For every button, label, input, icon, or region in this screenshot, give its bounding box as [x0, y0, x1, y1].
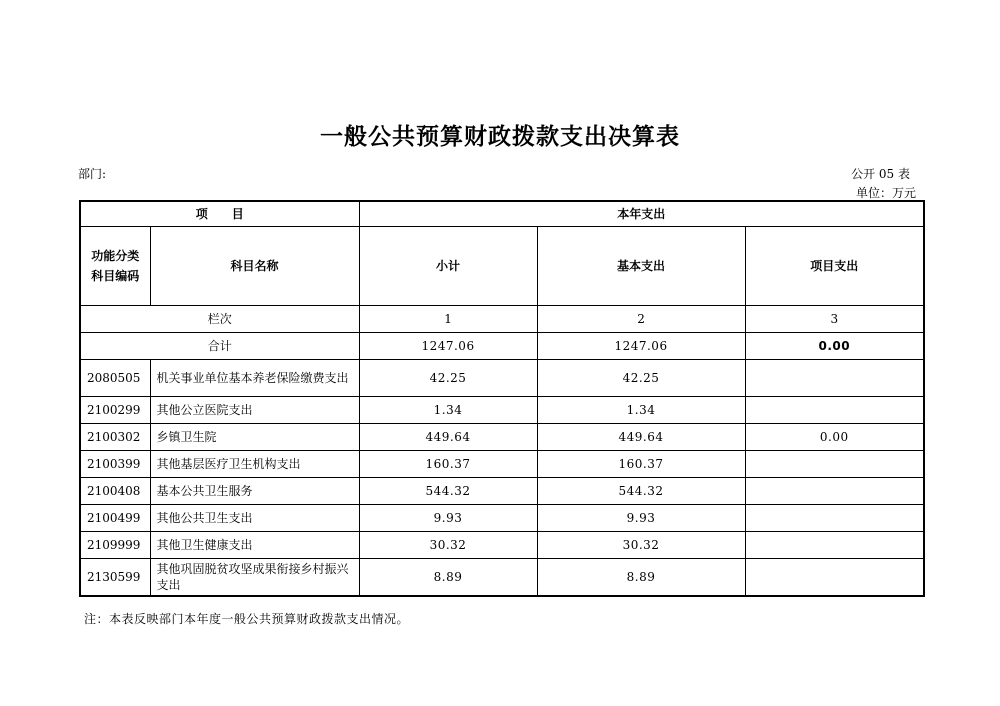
row-code: 2130599 [80, 559, 150, 597]
subtotal-header: 小计 [359, 227, 537, 306]
total-subtotal: 1247.06 [359, 333, 537, 360]
table-row [80, 532, 924, 559]
form-number: 公开 05 表 [851, 167, 910, 181]
table-row [80, 360, 924, 397]
row-code: 2080505 [80, 360, 150, 397]
row-name: 其他基层医疗卫生机构支出 [150, 451, 359, 478]
row-code: 2100399 [80, 451, 150, 478]
row-basic: 160.37 [537, 451, 745, 478]
header-row-top [80, 201, 924, 227]
row-subtotal: 9.93 [359, 505, 537, 532]
row-project [745, 360, 924, 397]
total-project: 0.00 [745, 333, 924, 360]
column-index-label: 栏次 [80, 306, 359, 333]
row-project [745, 397, 924, 424]
row-subtotal: 544.32 [359, 478, 537, 505]
row-basic: 42.25 [537, 360, 745, 397]
row-code: 2100499 [80, 505, 150, 532]
table-row [80, 478, 924, 505]
department-label: 部门: [78, 167, 107, 181]
project-expenditure-header: 项目支出 [745, 227, 924, 306]
row-subtotal: 42.25 [359, 360, 537, 397]
column-index-3: 3 [745, 306, 924, 333]
row-project [745, 532, 924, 559]
current-year-expenditure-header: 本年支出 [359, 201, 924, 227]
table-row [80, 451, 924, 478]
row-name: 其他公共卫生支出 [150, 505, 359, 532]
row-code: 2100302 [80, 424, 150, 451]
table-row [80, 559, 924, 597]
page-title: 一般公共预算财政拨款支出决算表 [320, 124, 680, 150]
row-subtotal: 160.37 [359, 451, 537, 478]
row-basic: 1.34 [537, 397, 745, 424]
table-row [80, 505, 924, 532]
row-subtotal: 449.64 [359, 424, 537, 451]
row-basic: 449.64 [537, 424, 745, 451]
table-note: 注：本表反映部门本年度一般公共预算财政拨款支出情况。 [84, 612, 410, 626]
column-index-2: 2 [537, 306, 745, 333]
row-basic: 544.32 [537, 478, 745, 505]
table-row [80, 424, 924, 451]
row-basic: 30.32 [537, 532, 745, 559]
row-name: 基本公共卫生服务 [150, 478, 359, 505]
row-name: 其他卫生健康支出 [150, 532, 359, 559]
row-code: 2100299 [80, 397, 150, 424]
column-index-row [80, 306, 924, 333]
subject-name-header: 科目名称 [150, 227, 359, 306]
item-header: 项 目 [80, 201, 359, 227]
row-subtotal: 8.89 [359, 559, 537, 597]
row-project [745, 559, 924, 597]
unit-label: 单位：万元 [855, 186, 916, 200]
row-code: 2109999 [80, 532, 150, 559]
row-project [745, 478, 924, 505]
row-project: 0.00 [745, 424, 924, 451]
table-row [80, 397, 924, 424]
row-name: 其他巩固脱贫攻坚成果衔接乡村振兴支出 [150, 559, 359, 597]
row-code: 2100408 [80, 478, 150, 505]
row-basic: 9.93 [537, 505, 745, 532]
row-project [745, 451, 924, 478]
row-basic: 8.89 [537, 559, 745, 597]
basic-expenditure-header: 基本支出 [537, 227, 745, 306]
row-name: 乡镇卫生院 [150, 424, 359, 451]
row-name: 机关事业单位基本养老保险缴费支出 [150, 360, 359, 397]
function-code-header: 功能分类 科目编码 [80, 227, 150, 306]
total-row [80, 333, 924, 360]
column-index-1: 1 [359, 306, 537, 333]
row-name: 其他公立医院支出 [150, 397, 359, 424]
total-basic: 1247.06 [537, 333, 745, 360]
row-project [745, 505, 924, 532]
row-subtotal: 30.32 [359, 532, 537, 559]
expenditure-table [79, 200, 925, 597]
row-subtotal: 1.34 [359, 397, 537, 424]
header-row-bottom [80, 227, 924, 306]
total-label: 合计 [80, 333, 359, 360]
